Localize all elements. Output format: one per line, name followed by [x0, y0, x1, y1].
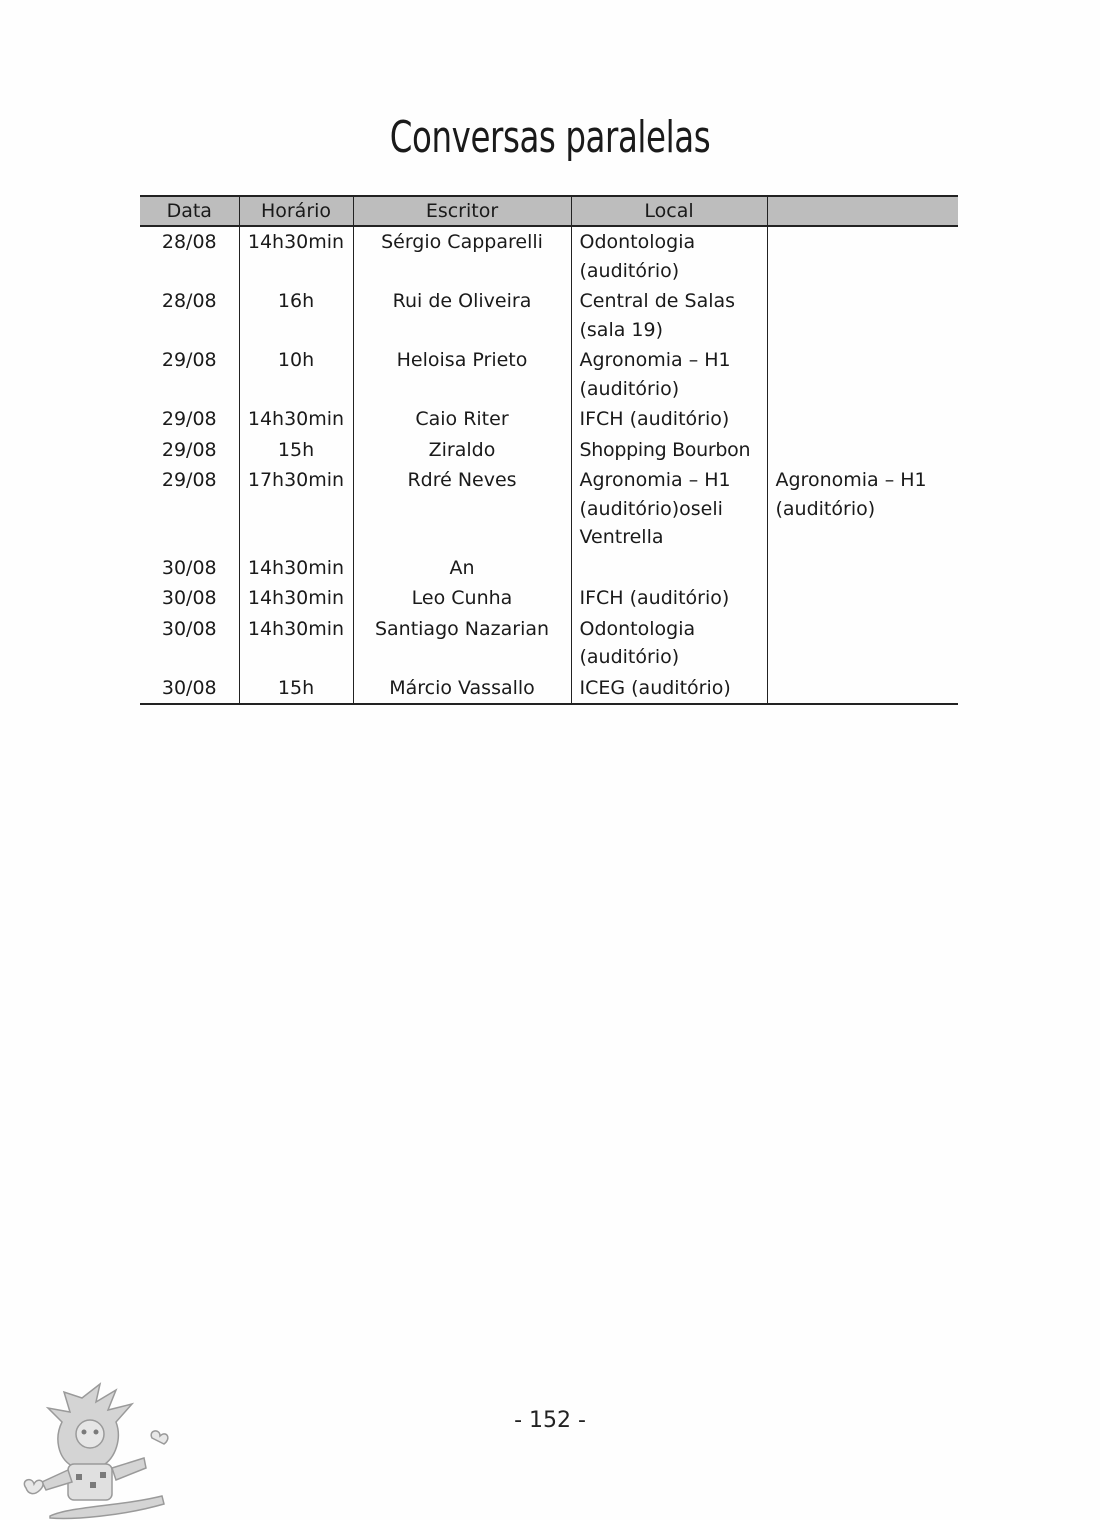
cell-data: 28/08: [161, 290, 217, 312]
header-horario: Horário: [239, 196, 353, 226]
cell-data: 30/08: [161, 587, 217, 609]
cell-extra: [767, 226, 958, 286]
table-row: [140, 553, 958, 584]
table-row: [140, 673, 958, 705]
cell-horario: 15h: [239, 673, 353, 705]
cell-local: IFCH (auditório): [571, 404, 767, 435]
table-header-row: [140, 196, 958, 226]
page-title: Conversas paralelas: [389, 112, 711, 163]
cell-escritor: Heloisa Prieto: [353, 345, 571, 404]
cell-local: Agronomia – H1 (auditório): [571, 345, 767, 404]
cell-extra: [767, 583, 958, 614]
header-local: Local: [571, 196, 767, 226]
table-row: [140, 286, 958, 345]
cell-horario: 14h30min: [239, 583, 353, 614]
cell-extra: [767, 553, 958, 584]
cell-local: Shopping Bourbon: [571, 435, 767, 466]
cell-data: 30/08: [161, 556, 217, 579]
cell-local: Odontologia (auditório): [571, 226, 767, 286]
cell-local: Odontologia (auditório): [571, 614, 767, 673]
cell-horario: 17h30min: [239, 465, 353, 553]
cell-data: 30/08: [161, 676, 217, 699]
header-escritor: Escritor: [353, 196, 571, 226]
header-extra: [767, 196, 958, 226]
table-row: [140, 465, 958, 553]
cell-local: Central de Salas (sala 19): [571, 286, 767, 345]
cell-extra: Agronomia – H1 (auditório): [767, 465, 958, 553]
cell-data: 29/08: [161, 438, 217, 461]
cell-escritor: Leo Cunha: [353, 583, 571, 614]
cell-escritor: Santiago Nazarian: [353, 614, 571, 673]
cell-local: ICEG (auditório): [571, 673, 767, 705]
cell-data: 29/08: [161, 469, 217, 491]
cell-horario: 14h30min: [239, 614, 353, 673]
cell-horario: 14h30min: [239, 226, 353, 286]
table-row: [140, 435, 958, 466]
schedule-table: [140, 195, 958, 705]
cell-extra: [767, 435, 958, 466]
cell-extra: [767, 614, 958, 673]
mascot-illustration-icon: [12, 1378, 172, 1520]
header-data: Data: [140, 196, 239, 226]
cell-horario: 15h: [239, 435, 353, 466]
cell-data: 28/08: [161, 231, 217, 253]
page-number: - 152 -: [514, 1408, 586, 1433]
cell-extra: [767, 404, 958, 435]
cell-extra: [767, 345, 958, 404]
table-row: [140, 583, 958, 614]
cell-horario: 16h: [239, 286, 353, 345]
cell-escritor: Rdré Neves: [353, 465, 571, 553]
cell-data: 29/08: [161, 408, 217, 430]
cell-escritor: Caio Riter: [353, 404, 571, 435]
cell-local: IFCH (auditório): [571, 583, 767, 614]
table-row: [140, 226, 958, 286]
cell-data: 30/08: [161, 617, 217, 640]
cell-horario: 10h: [239, 345, 353, 404]
cell-horario: 14h30min: [239, 553, 353, 584]
cell-extra: [767, 673, 958, 705]
cell-horario: 14h30min: [239, 404, 353, 435]
cell-extra: [767, 286, 958, 345]
table-row: [140, 345, 958, 404]
table-row: [140, 404, 958, 435]
cell-escritor: Márcio Vassallo: [353, 673, 571, 705]
cell-escritor: Rui de Oliveira: [353, 286, 571, 345]
cell-data: 29/08: [161, 349, 217, 371]
cell-local: [571, 553, 767, 584]
cell-escritor: Ziraldo: [353, 435, 571, 466]
cell-escritor: Sérgio Capparelli: [353, 226, 571, 286]
cell-local: Agronomia – H1 (auditório)oseli Ventrella: [571, 465, 767, 553]
cell-escritor: An: [353, 553, 571, 584]
table-row: [140, 614, 958, 673]
